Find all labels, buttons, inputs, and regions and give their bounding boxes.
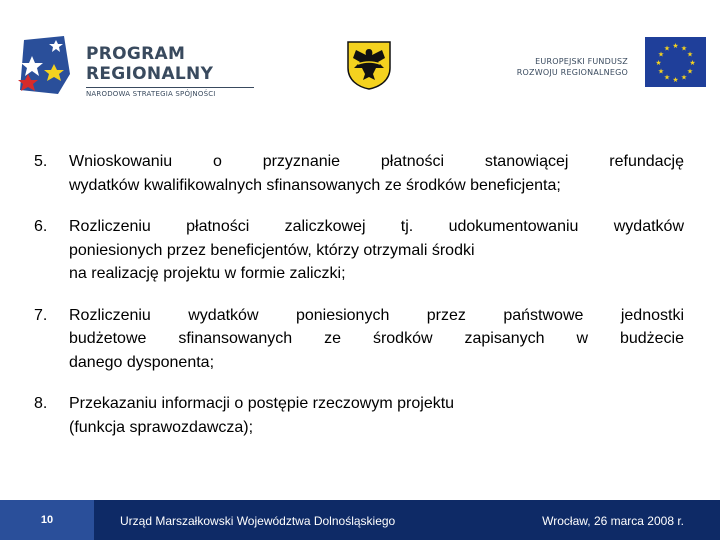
svg-text:★: ★ (657, 67, 665, 76)
list-item-line: wydatków kwalifikowalnych sfinansowanych ze środków beneficjenta; (69, 176, 561, 194)
program-regionalny-wordmark (86, 44, 254, 98)
office-name: Urząd Marszałkowski Województwa Dolnośląskiego (120, 514, 396, 528)
list-item-text (69, 215, 684, 286)
program-regionalny-logo-icon (14, 28, 76, 100)
list-item-line: na realizację projektu w formie zaliczki; (69, 265, 346, 282)
svg-text:★: ★ (686, 50, 694, 59)
list-item-line: Przekazaniu informacji o postępie rzeczowym projektu (69, 395, 455, 412)
list-item-number: 8. (34, 395, 48, 412)
slide-footer (0, 500, 720, 540)
numbered-list (34, 150, 684, 457)
slide-date: Wrocław, 26 marca 2008 r. (542, 514, 684, 528)
list-item-text (69, 392, 684, 439)
svg-text:★: ★ (680, 44, 688, 53)
list-item-text (69, 150, 684, 197)
list-item (34, 392, 684, 439)
eu-fund-line2: ROZWOJU REGIONALNEGO (516, 68, 628, 77)
program-title-line2: REGIONALNY (86, 64, 214, 84)
list-item-number: 5. (34, 153, 48, 170)
list-item-line: Wnioskowaniu o przyznanie płatności stanowiącej refundację (69, 153, 684, 170)
list-item (34, 215, 684, 286)
list-item-line: Rozliczeniu płatności zaliczkowej tj. udokumentowaniu wydatków (69, 218, 684, 235)
list-item-line: (funkcja sprawozdawcza); (69, 418, 254, 436)
program-subtitle: NARODOWA STRATEGIA SPÓJNOŚCI (86, 87, 254, 98)
svg-text:★: ★ (680, 73, 688, 82)
eu-flag-icon (645, 37, 706, 87)
list-item-number: 6. (34, 218, 48, 235)
svg-text:★: ★ (672, 42, 679, 50)
svg-text:★: ★ (663, 73, 671, 82)
svg-text:★: ★ (686, 67, 694, 76)
list-item-line: Rozliczeniu wydatków poniesionych przez państwowe jednostki (69, 306, 684, 324)
list-item-number: 7. (34, 306, 48, 324)
svg-text:★: ★ (657, 50, 665, 59)
svg-text:★: ★ (663, 44, 671, 53)
list-item-line: poniesionych przez beneficjentów, którzy otrzymali środki (69, 241, 475, 259)
slide-header (0, 0, 720, 130)
page-number: 10 (0, 500, 94, 540)
list-item (34, 304, 684, 375)
list-item-line: danego dysponenta; (69, 353, 215, 371)
program-title-line1: PROGRAM (86, 44, 186, 64)
svg-text:★: ★ (689, 59, 696, 67)
eu-fund-line1: EUROPEJSKI FUNDUSZ (535, 57, 628, 66)
svg-text:★: ★ (672, 76, 679, 84)
list-item (34, 150, 684, 197)
coat-of-arms-icon (346, 40, 392, 90)
eu-fund-label (517, 56, 628, 78)
svg-text:★: ★ (655, 59, 662, 67)
list-item-line: budżetowe sfinansowanych ze środków zapisanych w budżecie (69, 330, 684, 347)
list-item-text (69, 304, 684, 375)
